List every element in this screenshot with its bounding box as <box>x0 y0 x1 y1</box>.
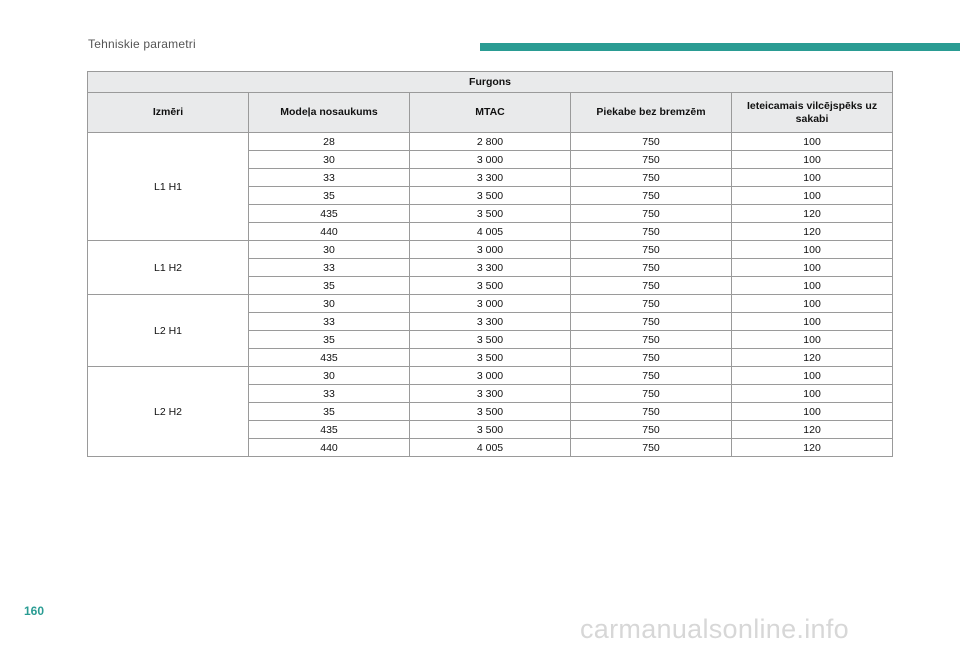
mtac-cell: 3 500 <box>410 421 571 439</box>
model-name-cell: 435 <box>249 205 410 223</box>
mtac-cell: 3 300 <box>410 259 571 277</box>
noseweight-cell: 120 <box>732 421 893 439</box>
noseweight-cell: 100 <box>732 277 893 295</box>
mtac-cell: 2 800 <box>410 133 571 151</box>
column-header-recommended-noseweight: Ieteicamais vilcējspēks uz sakabi <box>732 93 893 133</box>
noseweight-cell: 120 <box>732 223 893 241</box>
column-header-model-name: Modeļa nosaukums <box>249 93 410 133</box>
column-header-dimensions: Izmēri <box>88 93 249 133</box>
mtac-cell: 3 000 <box>410 367 571 385</box>
table-row <box>88 241 893 259</box>
mtac-cell: 3 300 <box>410 313 571 331</box>
noseweight-cell: 100 <box>732 295 893 313</box>
mtac-cell: 3 500 <box>410 277 571 295</box>
model-name-cell: 35 <box>249 277 410 295</box>
model-name-cell: 33 <box>249 313 410 331</box>
column-header-mtac: MTAC <box>410 93 571 133</box>
mtac-cell: 3 500 <box>410 187 571 205</box>
model-name-cell: 30 <box>249 367 410 385</box>
model-name-cell: 33 <box>249 385 410 403</box>
towing-capacity-table <box>87 71 893 457</box>
noseweight-cell: 100 <box>732 169 893 187</box>
column-header-unbraked-trailer: Piekabe bez bremzēm <box>571 93 732 133</box>
mtac-cell: 3 000 <box>410 295 571 313</box>
table-row <box>88 367 893 385</box>
mtac-cell: 3 500 <box>410 331 571 349</box>
mtac-cell: 4 005 <box>410 223 571 241</box>
table-row <box>88 133 893 151</box>
unbraked-trailer-cell: 750 <box>571 295 732 313</box>
noseweight-cell: 100 <box>732 403 893 421</box>
noseweight-cell: 100 <box>732 151 893 169</box>
size-cell: L1 H2 <box>88 241 249 295</box>
mtac-cell: 3 000 <box>410 151 571 169</box>
model-name-cell: 35 <box>249 331 410 349</box>
unbraked-trailer-cell: 750 <box>571 403 732 421</box>
mtac-cell: 3 000 <box>410 241 571 259</box>
model-name-cell: 33 <box>249 169 410 187</box>
unbraked-trailer-cell: 750 <box>571 385 732 403</box>
mtac-cell: 3 500 <box>410 205 571 223</box>
unbraked-trailer-cell: 750 <box>571 205 732 223</box>
noseweight-cell: 100 <box>732 331 893 349</box>
mtac-cell: 3 300 <box>410 385 571 403</box>
size-cell: L1 H1 <box>88 133 249 241</box>
noseweight-cell: 100 <box>732 367 893 385</box>
section-accent-bar <box>480 43 960 51</box>
unbraked-trailer-cell: 750 <box>571 241 732 259</box>
unbraked-trailer-cell: 750 <box>571 187 732 205</box>
unbraked-trailer-cell: 750 <box>571 421 732 439</box>
unbraked-trailer-cell: 750 <box>571 259 732 277</box>
unbraked-trailer-cell: 750 <box>571 169 732 187</box>
table-column-header-row <box>88 93 893 133</box>
unbraked-trailer-cell: 750 <box>571 313 732 331</box>
noseweight-cell: 100 <box>732 241 893 259</box>
noseweight-cell: 120 <box>732 205 893 223</box>
unbraked-trailer-cell: 750 <box>571 331 732 349</box>
model-name-cell: 440 <box>249 223 410 241</box>
unbraked-trailer-cell: 750 <box>571 439 732 457</box>
page-number: 160 <box>24 604 45 618</box>
model-name-cell: 435 <box>249 349 410 367</box>
model-name-cell: 30 <box>249 295 410 313</box>
size-cell: L2 H2 <box>88 367 249 457</box>
unbraked-trailer-cell: 750 <box>571 349 732 367</box>
unbraked-trailer-cell: 750 <box>571 133 732 151</box>
section-title: Tehniskie parametri <box>88 37 196 51</box>
noseweight-cell: 100 <box>732 259 893 277</box>
unbraked-trailer-cell: 750 <box>571 277 732 295</box>
table-row <box>88 295 893 313</box>
model-name-cell: 28 <box>249 133 410 151</box>
watermark-text: carmanualsonline.info <box>580 614 849 644</box>
unbraked-trailer-cell: 750 <box>571 223 732 241</box>
noseweight-cell: 120 <box>732 349 893 367</box>
mtac-cell: 3 500 <box>410 403 571 421</box>
table-body <box>88 133 893 457</box>
noseweight-cell: 100 <box>732 313 893 331</box>
table-group-header-row <box>88 72 893 93</box>
noseweight-cell: 100 <box>732 187 893 205</box>
unbraked-trailer-cell: 750 <box>571 151 732 169</box>
model-name-cell: 35 <box>249 403 410 421</box>
model-name-cell: 33 <box>249 259 410 277</box>
model-name-cell: 435 <box>249 421 410 439</box>
model-name-cell: 30 <box>249 151 410 169</box>
noseweight-cell: 100 <box>732 385 893 403</box>
model-name-cell: 35 <box>249 187 410 205</box>
mtac-cell: 3 500 <box>410 349 571 367</box>
model-name-cell: 440 <box>249 439 410 457</box>
noseweight-cell: 100 <box>732 133 893 151</box>
model-name-cell: 30 <box>249 241 410 259</box>
size-cell: L2 H1 <box>88 295 249 367</box>
mtac-cell: 4 005 <box>410 439 571 457</box>
unbraked-trailer-cell: 750 <box>571 367 732 385</box>
noseweight-cell: 120 <box>732 439 893 457</box>
mtac-cell: 3 300 <box>410 169 571 187</box>
vehicle-type-header: Furgons <box>88 72 893 93</box>
